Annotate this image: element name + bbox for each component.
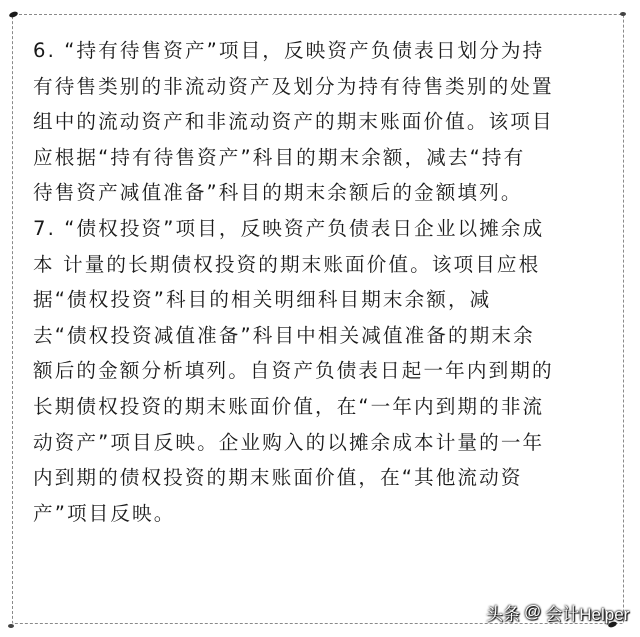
text-line: 6. “持有待售资产”项目，反映资产负债表日划分为持 — [33, 39, 545, 62]
watermark-separator: @ — [524, 602, 542, 621]
corner-dot-bottom-left — [8, 624, 14, 628]
text-line: 动资产”项目反映。企业购入的以摊余成本计量的一年 — [33, 430, 545, 454]
text-line: 内到期的债权投资的期末账面价值，在“其他流动资 — [33, 466, 523, 490]
text-line: 应根据“持有待售资产”科目的期末余额，减去“持有 — [33, 145, 526, 169]
text-line: 额后的金额分析填列。自资产负债表日起一年内到期的 — [33, 359, 554, 383]
text-line: 长期债权投资的期末账面价值，在“一年内到期的非流 — [33, 394, 545, 418]
text-line: 7. “债权投资”项目，反映资产负债表日企业以摊余成 — [33, 216, 545, 240]
text-line: 待售资产减值准备”科目的期末余额后的金额填列。 — [33, 181, 523, 205]
text-line: 本 计量的长期债权投资的期末账面价值。该项目应根 — [33, 252, 541, 276]
text-line: 去“债权投资减值准备”科目中相关减值准备的期末余 — [33, 323, 535, 347]
corner-dot-top-right — [620, 12, 626, 16]
watermark-account: 会计Helper — [545, 604, 630, 624]
text-line: 有待售类别的非流动资产及划分为持有待售类别的处置 — [33, 74, 554, 98]
text-line: 产”项目反映。 — [33, 501, 176, 525]
text-block — [33, 33, 613, 531]
text-line: 组中的流动资产和非流动资产的期末账面价值。该项目 — [33, 110, 554, 134]
watermark — [486, 598, 629, 626]
text-line: 据“债权投资”科目的相关明细科目期末余额，减 — [33, 288, 492, 312]
watermark-source: 头条 — [486, 604, 520, 624]
